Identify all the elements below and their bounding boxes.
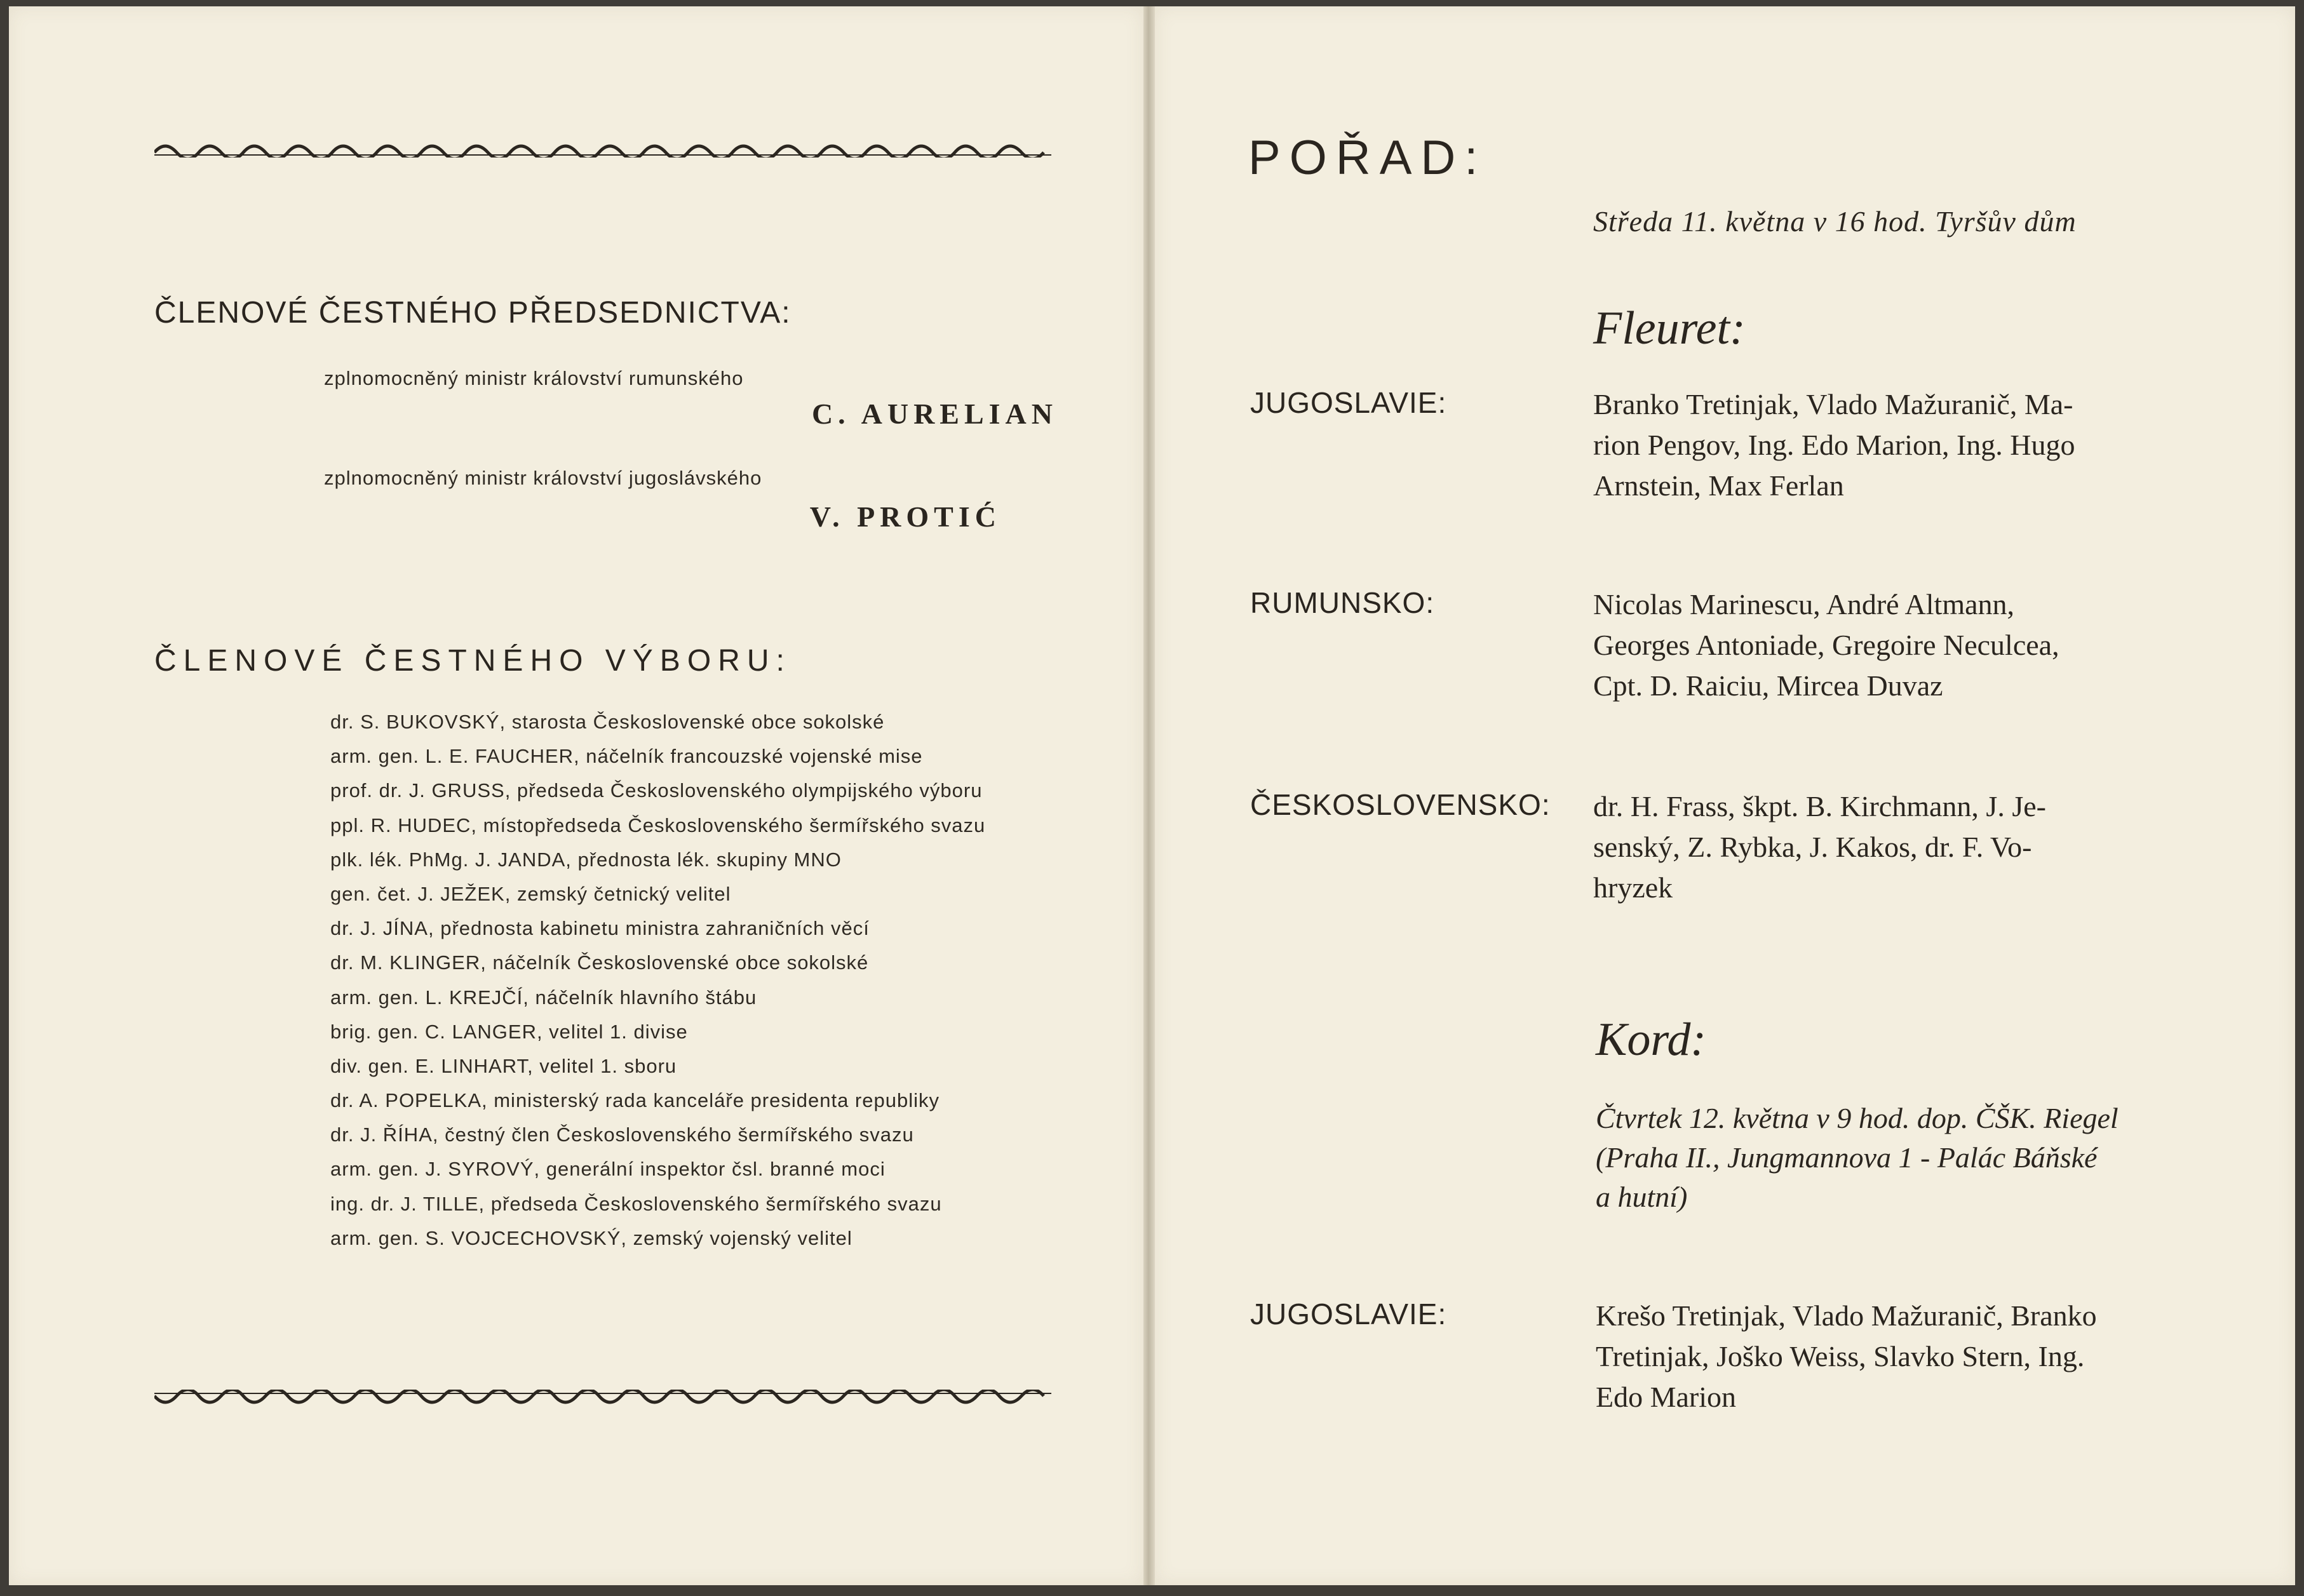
team-line: rion Pengov, Ing. Edo Marion, Ing. Hugo xyxy=(1593,429,2075,461)
program-title: POŘAD: xyxy=(1248,131,1487,185)
day2-line: a hutní) xyxy=(1596,1181,1688,1213)
committee-member: plk. lék. PhMg. J. JANDA, přednosta lék. skupiny MNO xyxy=(330,848,842,871)
team-names xyxy=(1593,384,2075,506)
committee-member: dr. M. KLINGER, náčelník Československé obce sokolské xyxy=(330,951,869,974)
country-label: RUMUNSKO: xyxy=(1250,586,1435,619)
team-line: Tretinjak, Joško Weiss, Slavko Stern, Ing. xyxy=(1596,1340,2085,1372)
day2-line: (Praha II., Jungmannova 1 - Palác Báňské xyxy=(1596,1141,2098,1174)
committee-member: dr. S. BUKOVSKÝ, starosta Československé obce sokolské xyxy=(330,711,885,733)
team-line: Georges Antoniade, Gregoire Neculcea, xyxy=(1593,629,2059,661)
committee-member: arm. gen. S. VOJCECHOVSKÝ, zemský vojenský velitel xyxy=(330,1226,852,1249)
team-line: Krešo Tretinjak, Vlado Mažuranič, Branko xyxy=(1596,1299,2097,1332)
committee-member: arm. gen. J. SYROVÝ, generální inspektor čsl. branné moci xyxy=(330,1158,886,1181)
team-line: hryzek xyxy=(1593,871,1673,904)
committee-member: prof. dr. J. GRUSS, předseda Československého olympijského výboru xyxy=(330,779,983,802)
presidium-role-2: zplnomocněný ministr království jugoslávského xyxy=(324,467,762,489)
committee-member: ing. dr. J. TILLE, předseda Československého šermířského svazu xyxy=(330,1192,942,1215)
presidium-name-2: V. PROTIĆ xyxy=(809,500,1001,533)
day1-info: Středa 11. května v 16 hod. Tyršův dům xyxy=(1593,205,2077,238)
day2-info xyxy=(1596,1099,2119,1217)
committee-member: arm. gen. L. E. FAUCHER, náčelník francouzské vojenské mise xyxy=(330,745,923,768)
country-label: JUGOSLAVIE: xyxy=(1250,1298,1447,1331)
bottom-wave-ornament xyxy=(154,1390,1051,1409)
team-line: senský, Z. Rybka, J. Kakos, dr. F. Vo- xyxy=(1593,831,2032,863)
presidium-heading: ČLENOVÉ ČESTNÉHO PŘEDSEDNICTVA: xyxy=(154,296,792,330)
day2-line: Čtvrtek 12. května v 9 hod. dop. ČŠK. Riegel xyxy=(1596,1102,2119,1134)
team-line: Branko Tretinjak, Vlado Mažuranič, Ma- xyxy=(1593,388,2073,420)
team-line: Nicolas Marinescu, André Altmann, xyxy=(1593,588,2015,620)
committee-member: dr. A. POPELKA, ministerský rada kanceláře presidenta republiky xyxy=(330,1089,940,1112)
team-line: Arnstein, Max Ferlan xyxy=(1593,469,1844,502)
country-label: ČESKOSLOVENSKO: xyxy=(1250,788,1551,821)
presidium-role-1: zplnomocněný ministr království rumunského xyxy=(324,367,744,389)
fleuret-heading: Fleuret: xyxy=(1593,302,1746,354)
team-line: Edo Marion xyxy=(1596,1381,1737,1413)
team-names xyxy=(1593,584,2059,706)
page-fold xyxy=(1143,6,1155,1585)
committee-member: div. gen. E. LINHART, velitel 1. sboru xyxy=(330,1054,677,1077)
team-line: dr. H. Frass, škpt. B. Kirchmann, J. Je- xyxy=(1593,790,2046,822)
kord-heading: Kord: xyxy=(1596,1014,1707,1066)
committee-member: dr. J. ŘÍHA, čestný člen Československého šermířského svazu xyxy=(330,1123,914,1146)
committee-member: gen. čet. J. JEŽEK, zemský četnický velitel xyxy=(330,882,731,905)
presidium-name-1: C. AURELIAN xyxy=(811,398,1058,430)
committee-heading: ČLENOVÉ ČESTNÉHO VÝBORU: xyxy=(154,644,792,678)
top-wave-ornament xyxy=(154,138,1051,158)
country-label: JUGOSLAVIE: xyxy=(1250,386,1447,419)
committee-member: arm. gen. L. KREJČÍ, náčelník hlavního štábu xyxy=(330,986,757,1009)
team-names xyxy=(1596,1296,2097,1418)
team-line: Cpt. D. Raiciu, Mircea Duvaz xyxy=(1593,669,1943,702)
team-names xyxy=(1593,786,2046,908)
committee-member: brig. gen. C. LANGER, velitel 1. divise xyxy=(330,1020,688,1043)
committee-list xyxy=(330,705,985,1256)
committee-member: dr. J. JÍNA, přednosta kabinetu ministra zahraničních věcí xyxy=(330,917,870,940)
committee-member: ppl. R. HUDEC, místopředseda Československého šermířského svazu xyxy=(330,814,986,836)
